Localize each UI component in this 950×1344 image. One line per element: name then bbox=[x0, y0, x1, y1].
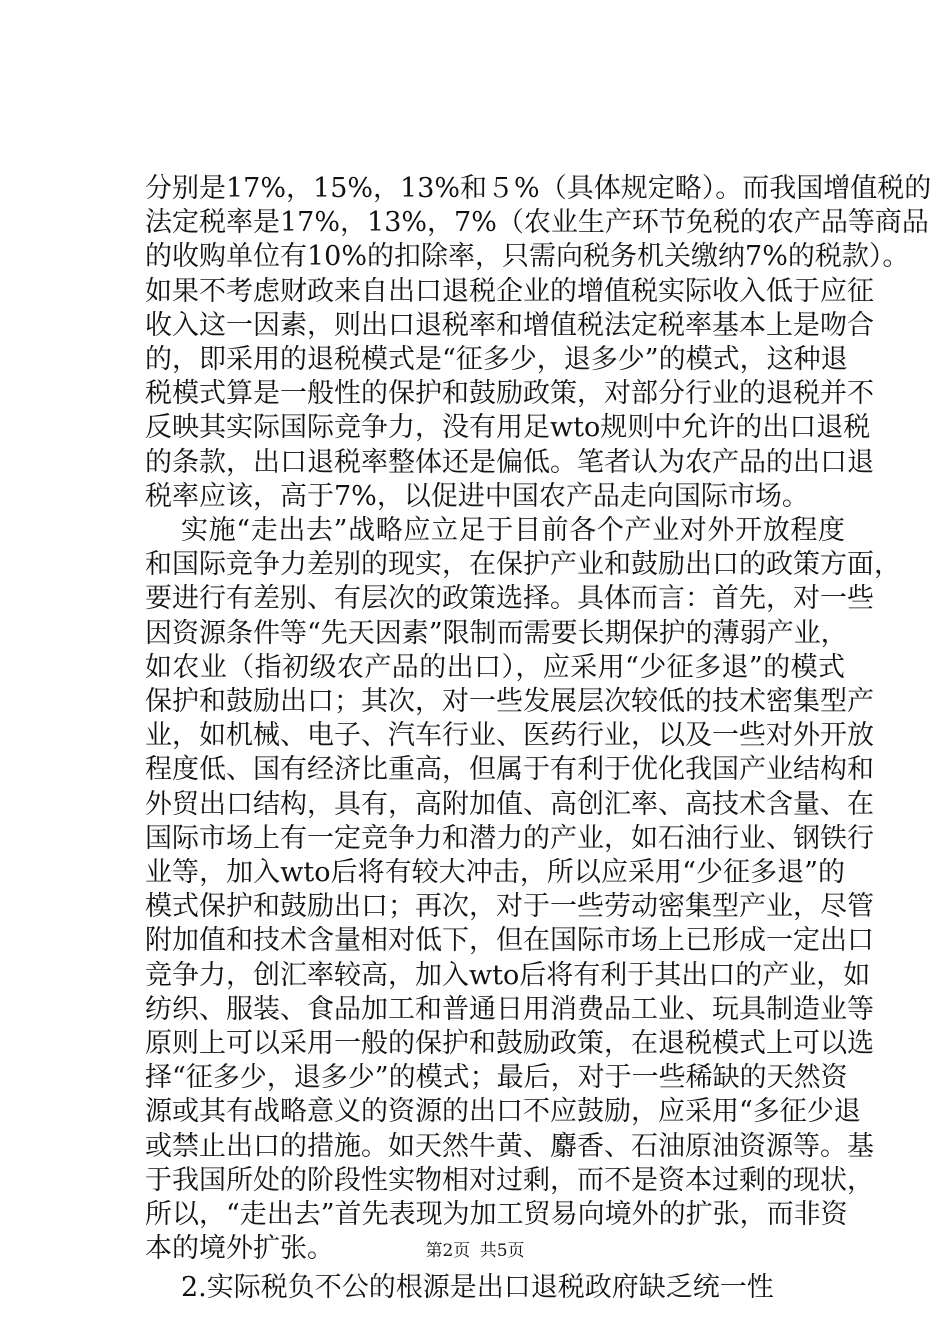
paragraph-line: 所以，“走出去”首先表现为加工贸易向境外的扩张，而非资 bbox=[145, 1199, 848, 1231]
paragraph-line: 法定税率是17%，13%，7%（农业生产环节免税的农产品等商品 bbox=[145, 207, 929, 239]
paragraph-line: 程度低、国有经济比重高，但属于有利于优化我国产业结构和 bbox=[145, 754, 874, 786]
paragraph-line: 业，如机械、电子、汽车行业、医药行业，以及一些对外开放 bbox=[145, 720, 874, 752]
paragraph-line: 要进行有差别、有层次的政策选择。具体而言：首先，对一些 bbox=[145, 583, 874, 615]
paragraph-line: 业等，加入wto后将有较大冲击，所以应采用“少征多退”的 bbox=[145, 857, 845, 889]
paragraph-line: 模式保护和鼓励出口；再次，对于一些劳动密集型产业，尽管 bbox=[145, 891, 874, 923]
page-total: 共5页 bbox=[479, 1241, 525, 1261]
paragraph-line: 税模式算是一般性的保护和鼓励政策，对部分行业的退税并不 bbox=[145, 378, 874, 410]
paragraph-line: 的条款，出口退税率整体还是偏低。笔者认为农产品的出口退 bbox=[145, 446, 874, 478]
paragraph-line: 附加值和技术含量相对低下，但在国际市场上已形成一定出口 bbox=[145, 925, 874, 957]
paragraph-2 bbox=[145, 514, 901, 1266]
paragraph-line: 的，即采用的退税模式是“征多少，退多少”的模式，这种退 bbox=[145, 344, 848, 376]
paragraph-line: 如果不考虑财政来自出口退税企业的增值税实际收入低于应征 bbox=[145, 275, 874, 307]
paragraph-line: 纺织、服装、食品加工和普通日用消费品工业、玩具制造业等 bbox=[145, 993, 874, 1025]
page-footer bbox=[0, 1240, 950, 1262]
paragraph-line: 于我国所处的阶段性实物相对过剩，而不是资本过剩的现状， bbox=[145, 1164, 874, 1196]
paragraph-line: 如农业（指初级农产品的出口），应采用“少征多退”的模式 bbox=[145, 651, 845, 683]
section-heading: 2.实际税负不公的根源是出口退税政府缺乏统一性 bbox=[181, 1271, 774, 1303]
paragraph-line: 分别是17%，15%，13%和５%（具体规定略）。而我国增值税的 bbox=[145, 173, 932, 204]
paragraph-line: 或禁止出口的措施。如天然牛黄、麝香、石油原油资源等。基 bbox=[145, 1130, 874, 1162]
paragraph-line: 实施“走出去”战略应立足于目前各个产业对外开放程度 bbox=[181, 515, 845, 547]
body-text bbox=[145, 172, 932, 1305]
paragraph-line: 竞争力，创汇率较高，加入wto后将有利于其出口的产业，如 bbox=[145, 959, 871, 991]
paragraph-line: 因资源条件等“先天因素”限制而需要长期保护的薄弱产业， bbox=[145, 617, 848, 649]
paragraph-line: 源或其有战略意义的资源的出口不应鼓励，应采用“多征少退 bbox=[145, 1096, 861, 1128]
paragraph-line: 收入这一因素，则出口退税率和增值税法定税率基本上是吻合 bbox=[145, 309, 874, 341]
paragraph-line: 择“征多少，退多少”的模式；最后，对于一些稀缺的天然资 bbox=[145, 1062, 848, 1094]
paragraph-1 bbox=[145, 172, 932, 514]
paragraph-line: 本的境外扩张。 bbox=[145, 1233, 334, 1265]
paragraph-line: 国际市场上有一定竞争力和潜力的产业，如石油行业、钢铁行 bbox=[145, 822, 874, 854]
paragraph-line: 和国际竞争力差别的现实，在保护产业和鼓励出口的政策方面， bbox=[145, 549, 901, 581]
paragraph-line: 的收购单位有10%的扣除率，只需向税务机关缴纳7%的税款）。 bbox=[145, 241, 910, 273]
paragraph-line: 税率应该，高于7%，以促进中国农产品走向国际市场。 bbox=[145, 480, 809, 512]
paragraph-line: 反映其实际国际竞争力，没有用足wto规则中允许的出口退税 bbox=[145, 412, 871, 444]
paragraph-line: 原则上可以采用一般的保护和鼓励政策，在退税模式上可以选 bbox=[145, 1028, 874, 1060]
page-number: 第2页 bbox=[425, 1241, 471, 1261]
paragraph-line: 保护和鼓励出口；其次，对一些发展层次较低的技术密集型产 bbox=[145, 686, 874, 718]
paragraph-line: 外贸出口结构，具有，高附加值、高创汇率、高技术含量、在 bbox=[145, 788, 874, 820]
